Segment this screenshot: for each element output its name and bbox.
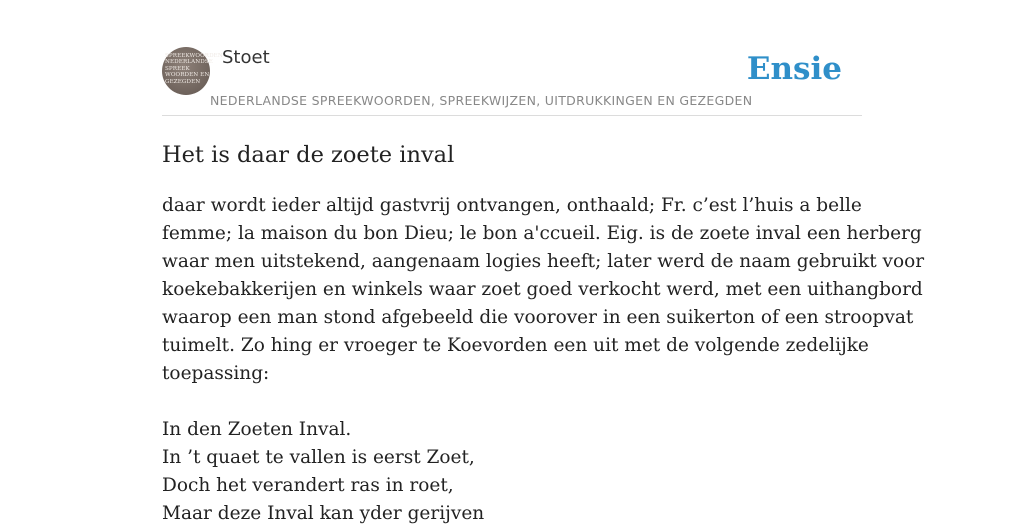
avatar-caption-line: NEDERLANDSE <box>165 59 213 66</box>
avatar-caption-line: SPREEKWOORDEN <box>165 53 223 59</box>
paragraph-line: waar men uitstekend, aangenaam logies heeft; later werd de naam gebruikt voor <box>162 251 925 272</box>
entry-body <box>162 192 925 528</box>
paragraph-gap <box>162 388 862 416</box>
collection-name[interactable]: NEDERLANDSE SPREEKWOORDEN, SPREEKWIJZEN, UITDRUKKINGEN EN GEZEGDEN <box>210 93 753 108</box>
entry-title: Het is daar de zoete inval <box>162 142 455 168</box>
paragraph-line: daar wordt ieder altijd gastvrij ontvangen, onthaald; Fr. c’est l’huis a belle <box>162 195 862 216</box>
verse-line: Maar deze Inval kan yder gerijven <box>162 503 485 524</box>
avatar-caption-line: SPREEK <box>165 65 190 72</box>
paragraph-line: koekebakkerijen en winkels waar zoet goed verkocht werd, met een uithangbord <box>162 279 923 300</box>
paragraph-line: toepassing: <box>162 363 270 384</box>
verse-line: In ’t quaet te vallen is eerst Zoet, <box>162 447 475 468</box>
verse-line: In den Zoeten Inval. <box>162 419 352 440</box>
header <box>162 0 862 116</box>
paragraph-line: tuimelt. Zo hing er vroeger te Koevorden een uit met de volgende zedelijke <box>162 335 869 356</box>
avatar-caption <box>165 53 223 85</box>
avatar-caption-line: WOORDEN EN <box>165 72 210 79</box>
paragraph-line: femme; la maison du bon Dieu; le bon a'ccueil. Eig. is de zoete inval een herberg <box>162 223 922 244</box>
author-avatar[interactable] <box>162 47 223 95</box>
author-name[interactable]: Stoet <box>222 47 270 68</box>
verse-line: Doch het verandert ras in roet, <box>162 475 454 496</box>
avatar-caption-line: GEZEGDEN <box>165 78 201 85</box>
brand-logo[interactable]: Ensie <box>746 51 842 87</box>
paragraph-line: waarop een man stond afgebeeld die voorover in een suikerton of een stroopvat <box>162 307 914 328</box>
